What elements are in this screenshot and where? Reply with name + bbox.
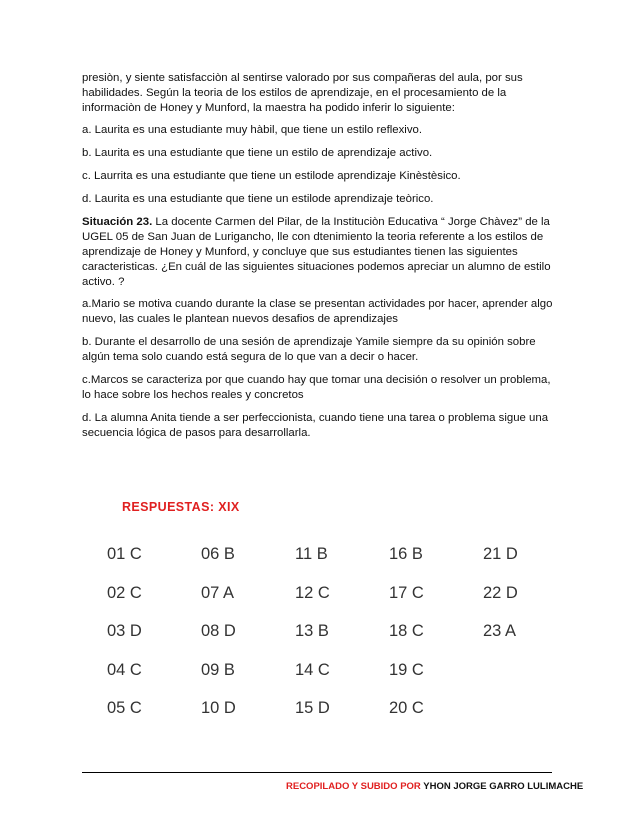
- footer-divider: [82, 772, 552, 773]
- answers-row: [107, 545, 577, 584]
- answer-cell: 18 C: [389, 622, 424, 640]
- answer-cell: 21 D: [483, 545, 518, 563]
- answer-cell: 05 C: [107, 699, 142, 717]
- situation-paragraph: [82, 215, 562, 290]
- footer-red-text: RECOPILADO Y SUBIDO POR: [286, 781, 424, 792]
- answer-cell: 22 D: [483, 583, 518, 602]
- footer-credit: [286, 781, 583, 792]
- answer-cell: 01 C: [107, 545, 142, 563]
- answers-row: [107, 584, 577, 623]
- answer-cell: 19 C: [389, 660, 424, 679]
- answer-cell: 16 B: [389, 545, 423, 563]
- answer-cell: 10 D: [201, 699, 236, 717]
- option-b-1: b. Laurita es una estudiante que tiene un estilo de aprendizaje activo.: [82, 147, 433, 159]
- option-d-2: d. La alumna Anita tiende a ser perfeccionista, cuando tiene una tarea o problema sigue una secuencia lógica de pasos para desarrollarla.: [82, 412, 549, 439]
- answer-cell: 23 A: [483, 622, 517, 640]
- answer-cell: 07 A: [201, 583, 235, 602]
- answer-cell: 12 C: [295, 583, 330, 602]
- option-c-1: c. Laurrita es una estudiante que tiene un estilode aprendizaje Kinèstèsico.: [82, 170, 461, 182]
- answer-cell: 14 C: [295, 660, 330, 679]
- document-body: [82, 71, 562, 449]
- option-d-1: d. Laurita es una estudiante que tiene un estilode aprendizaje teòrico.: [82, 193, 434, 205]
- answer-cell: 06 B: [201, 545, 235, 563]
- footer-author: YHON JORGE GARRO LULIMACHE: [423, 781, 584, 792]
- answer-cell: 02 C: [107, 583, 142, 602]
- situation-label: Situación 23.: [82, 216, 153, 228]
- situation-text: La docente Carmen del Pilar, de la Instituciòn Educativa “ Jorge Chàvez” de la UGEL 05 de San Juan de Lurigancho, lle con dtenimiento la teoria referente a los estilos de aprendizaje de Honey y Munford, y concluye que sus estudiantes tienen las siguientes caracteristicas. ¿En cuál de las siguientes situaciones podemos apreciar un alumno de estilo activo. ?: [82, 216, 551, 288]
- answers-row: [107, 661, 577, 700]
- answer-cell: 20 C: [389, 699, 424, 717]
- answers-row: [107, 699, 577, 738]
- option-a-2: a.Mario se motiva cuando durante la clase se presentan actividades por hacer, aprender algo nuevo, las cuales le plantean nuevos desafios de aprendizajes: [82, 298, 553, 325]
- answer-cell: 03 D: [107, 622, 142, 640]
- answers-grid: [107, 545, 577, 738]
- answer-cell: 13 B: [295, 622, 329, 640]
- answers-row: [107, 622, 577, 661]
- option-c-2: c.Marcos se caracteriza por que cuando hay que tomar una decisión o resolver un problema, lo hace sobre los hechos reales y concretos: [82, 374, 551, 401]
- answers-title: RESPUESTAS: XIX: [122, 500, 240, 514]
- answer-cell: 04 C: [107, 660, 142, 679]
- answer-cell: 17 C: [389, 583, 424, 602]
- option-b-2: b. Durante el desarrollo de una sesión de aprendizaje Yamile siempre da su opinión sobre algún tema solo cuando está segura de lo que van a decir o hacer.: [82, 336, 536, 363]
- option-a-1: a. Laurita es una estudiante muy hàbil, que tiene un estilo reflexivo.: [82, 124, 423, 136]
- answer-cell: 11 B: [295, 545, 328, 563]
- answer-cell: 15 D: [295, 699, 330, 717]
- intro-paragraph: presiòn, y siente satisfacciòn al sentirse valorado por sus compañeras del aula, por sus habilidades. Según la teoria de los estilos de aprendizaje, en el procesamiento de la informaciòn de Honey y Munford, la maestra ha podido inferir lo siguiente:: [82, 72, 523, 114]
- answer-cell: 08 D: [201, 622, 236, 640]
- answer-cell: 09 B: [201, 660, 235, 679]
